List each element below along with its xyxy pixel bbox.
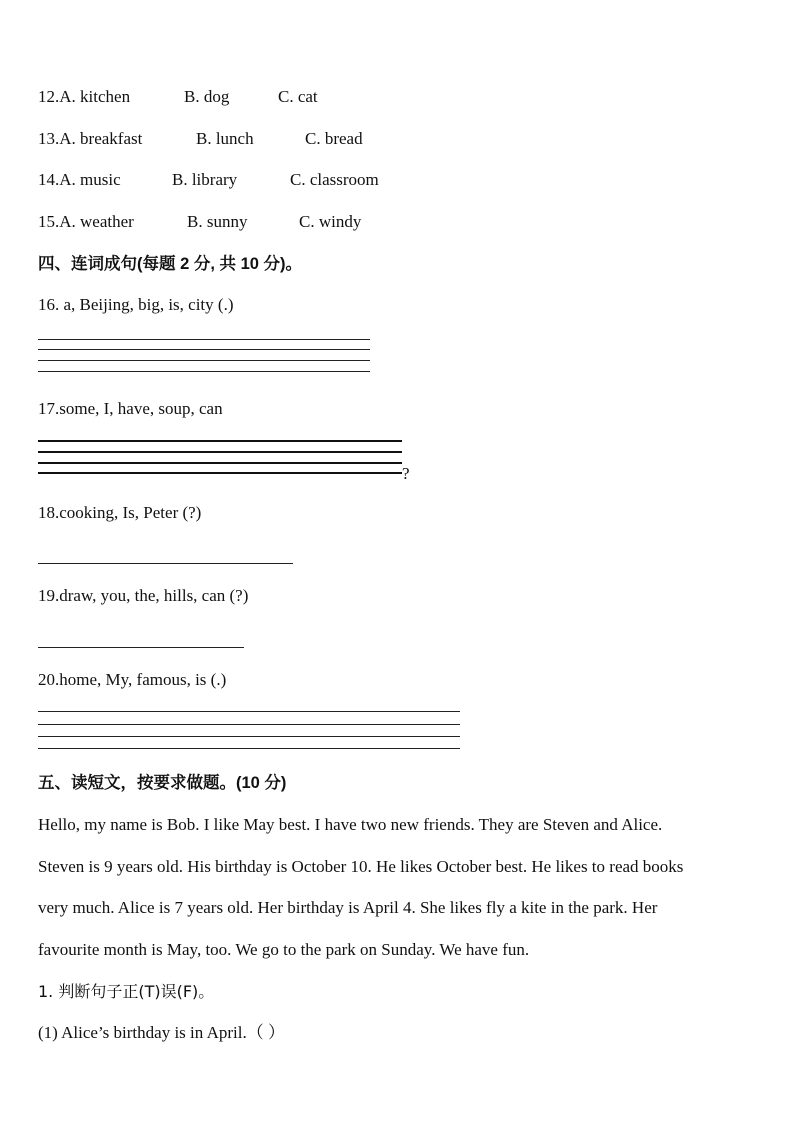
q14-option-a: 14.A. music [38,170,121,189]
q12-option-b: B. dog [184,87,230,106]
question-20: 20.home, My, famous, is (.) [38,670,227,689]
question-15 [38,212,134,232]
q13-option-b: B. lunch [196,129,254,148]
q17-question-mark: ? [402,464,410,483]
q14-option-c: C. classroom [290,170,379,189]
q14-option-b: B. library [172,170,238,189]
passage-line-1: Hello, my name is Bob. I like May best. I have two new friends. They are Steven and Alice. [38,815,663,834]
q13-option-c: C. bread [305,129,363,148]
passage-line-3: very much. Alice is 7 years old. Her birthday is April 4. She likes fly a kite in the park. Her [38,898,658,917]
question-13 [38,129,142,149]
q16-answer-line[interactable] [38,349,370,350]
q13-option-a: 13.A. breakfast [38,129,143,148]
q17-answer-line[interactable] [38,462,402,464]
question-18: 18.cooking, Is, Peter (?) [38,503,202,522]
q16-answer-line[interactable] [38,339,370,340]
q12-option-c: C. cat [278,87,318,106]
q20-answer-line[interactable] [38,724,460,725]
question-16: 16. a, Beijing, big, is, city (.) [38,295,234,314]
q15-option-c: C. windy [299,212,362,231]
q16-answer-line[interactable] [38,360,370,361]
q20-answer-line[interactable] [38,736,460,737]
q17-answer-line[interactable] [38,451,402,453]
q20-answer-line[interactable] [38,748,460,749]
section-5-title: 五、读短文，按要求做题。(10 分) [38,774,287,792]
question-17: 17.some, I, have, soup, can [38,399,223,418]
passage-line-2: Steven is 9 years old. His birthday is October 10. He likes October best. He likes to read books [38,857,684,876]
section-4-title: 四、连词成句(每题 2 分, 共 10 分)。 [38,255,303,273]
task-1-instruction: 1. 判断句子正(T)误(F)。 [38,982,215,1001]
question-14 [38,170,121,190]
task-1-question-1[interactable]: (1) Alice’s birthday is in April.（ ） [38,1023,285,1042]
q16-answer-line[interactable] [38,371,370,372]
q15-option-b: B. sunny [187,212,248,231]
q18-answer-line[interactable] [38,563,293,564]
q12-option-a: 12.A. kitchen [38,87,131,106]
question-19: 19.draw, you, the, hills, can (?) [38,586,249,605]
q15-option-a: 15.A. weather [38,212,134,231]
q17-answer-line[interactable] [38,440,402,442]
q17-answer-line[interactable] [38,472,402,474]
q20-answer-line[interactable] [38,711,460,712]
q19-answer-line[interactable] [38,647,244,648]
passage-line-4: favourite month is May, too. We go to the park on Sunday. We have fun. [38,940,530,959]
question-12 [38,87,130,107]
